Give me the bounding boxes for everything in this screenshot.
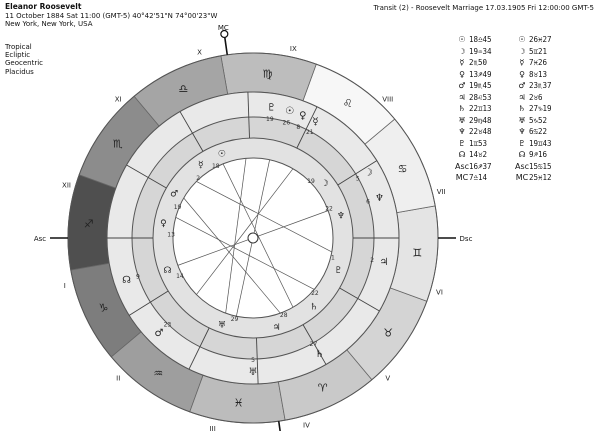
sign-glyph: ♍ xyxy=(262,67,273,81)
natal-position: 18♎45 xyxy=(469,35,492,45)
planet-row xyxy=(455,126,595,138)
natal-planet-glyph: ☊ xyxy=(163,266,172,277)
natal-planet-degree: 19 xyxy=(307,178,315,186)
natal-planet-degree: 28 xyxy=(279,312,288,320)
natal-glyph: ♄ xyxy=(458,104,466,114)
transit-planet-degree: 27 xyxy=(309,340,318,348)
transit-glyph: ♅ xyxy=(518,115,526,125)
transit-planet-glyph: ♃ xyxy=(379,257,389,269)
natal-glyph: ☿ xyxy=(459,58,465,68)
natal-position: 19♒34 xyxy=(469,46,492,56)
natal-planet-degree: 29 xyxy=(230,315,239,323)
planet-positions-table xyxy=(455,34,595,184)
transit-planet-glyph: ♂ xyxy=(154,328,164,340)
house-number: III xyxy=(209,424,216,431)
natal-position: 28♌53 xyxy=(469,92,492,102)
natal-planet-glyph: ☽ xyxy=(320,178,329,189)
natal-glyph: MC xyxy=(455,173,469,183)
option-zodiac: Tropical xyxy=(5,43,32,51)
transit-position: 7♓26 xyxy=(529,58,548,68)
planet-row xyxy=(455,69,595,81)
transit-glyph: ♂ xyxy=(518,81,526,91)
transit-position: 6♋22 xyxy=(529,127,548,137)
natal-planet-glyph: ♇ xyxy=(334,266,343,277)
transit-position: 15♋15 xyxy=(529,161,552,171)
sign-glyph: ♊ xyxy=(412,246,423,260)
transit-position: 27♑19 xyxy=(529,104,552,114)
option-coordinates: Ecliptic xyxy=(5,51,31,60)
natal-glyph: ♂ xyxy=(458,81,466,91)
transit-glyph: ☿ xyxy=(519,58,525,68)
house-number: VI xyxy=(436,288,443,297)
transit-planet-glyph: ☉ xyxy=(285,106,295,118)
transit-glyph: ♆ xyxy=(518,127,526,137)
transit-planet-glyph: ♄ xyxy=(315,349,324,361)
natal-position: 2♏50 xyxy=(469,58,488,68)
natal-glyph: ♆ xyxy=(458,127,466,137)
house-number: VII xyxy=(436,188,446,197)
transit-position: 23♏37 xyxy=(529,81,552,91)
natal-position: 13♐49 xyxy=(469,69,492,79)
sign-glyph: ♎ xyxy=(178,82,189,96)
house-number: XII xyxy=(62,181,71,190)
transit-position: 19♊43 xyxy=(529,138,552,148)
option-house-system: Placidus xyxy=(5,67,34,76)
transit-position: 8♉13 xyxy=(529,69,548,79)
birth-place: New York, New York, USA xyxy=(5,20,93,28)
house-number: X xyxy=(197,48,202,57)
transit-planet-glyph: ☊ xyxy=(122,275,131,287)
natal-planet-glyph: ♃ xyxy=(272,322,281,333)
imum-coeli-line xyxy=(279,421,282,431)
transit-planet-glyph: ♆ xyxy=(375,192,384,204)
natal-glyph: ♃ xyxy=(458,92,466,102)
natal-planet-degree: 13 xyxy=(167,231,175,239)
transit-glyph: ♀ xyxy=(519,69,525,79)
descendant-label: Dsc xyxy=(459,235,473,243)
planet-row xyxy=(455,103,595,115)
transit-planet-glyph: ♀ xyxy=(299,110,307,122)
natal-position: 1♊53 xyxy=(469,138,488,148)
natal-position: 22♊13 xyxy=(469,104,492,114)
house-number: VIII xyxy=(382,95,394,104)
transit-title: Transit (2) - Roosevelt Marriage 17.03.1905 Fri 12:00:00 GMT-5 xyxy=(373,4,594,12)
transit-planet-degree: 8 xyxy=(296,123,301,131)
transit-planet-degree: 5 xyxy=(251,357,255,364)
transit-glyph: ☉ xyxy=(518,35,526,45)
planet-row xyxy=(455,57,595,69)
natal-planet-glyph: ♄ xyxy=(309,302,318,313)
natal-planet-degree: 1 xyxy=(330,254,335,262)
transit-glyph: ♇ xyxy=(518,138,526,148)
natal-glyph: ☽ xyxy=(458,46,466,56)
transit-planet-degree: 26 xyxy=(282,119,291,127)
option-center: Geocentric xyxy=(5,59,44,68)
transit-glyph: ☽ xyxy=(518,46,526,56)
natal-position: 19♏45 xyxy=(469,81,492,91)
house-number: I xyxy=(63,281,66,290)
transit-planet-degree: 5 xyxy=(355,175,360,183)
planet-row xyxy=(455,34,595,46)
natal-planet-glyph: ♂ xyxy=(170,189,179,200)
transit-position: 25♓12 xyxy=(529,173,552,183)
planet-row xyxy=(455,46,595,58)
transit-glyph: Asc xyxy=(515,161,530,171)
natal-planet-degree: 22 xyxy=(325,205,333,213)
natal-glyph: ☉ xyxy=(458,35,466,45)
transit-position: 2♉6 xyxy=(529,92,543,102)
transit-planet-degree: 21 xyxy=(305,129,314,137)
natal-planet-degree: 22 xyxy=(311,289,319,297)
transit-position: 5♊21 xyxy=(529,46,548,56)
sign-glyph: ♏ xyxy=(112,137,123,151)
midheaven-line xyxy=(225,37,228,55)
sign-glyph: ♐ xyxy=(83,217,94,231)
natal-planet-degree: 19 xyxy=(173,203,182,211)
sign-glyph: ♈ xyxy=(317,381,328,395)
native-name: Eleanor Roosevelt xyxy=(5,2,82,11)
house-number: V xyxy=(385,374,391,383)
natal-glyph: ♇ xyxy=(458,138,466,148)
birth-data: 11 October 1884 Sat 11:00 (GMT-5) 40°42'51"N 74°00'23"W xyxy=(5,11,218,20)
natal-glyph: ♅ xyxy=(458,115,466,125)
transit-planet-degree: 19 xyxy=(266,116,274,124)
transit-planet-degree: 6 xyxy=(366,198,370,206)
transit-position: 26♓27 xyxy=(529,35,552,45)
natal-glyph: ☊ xyxy=(458,150,466,160)
planet-row xyxy=(455,80,595,92)
natal-glyph: Asc xyxy=(455,161,470,171)
natal-planet-degree: 14 xyxy=(176,273,184,281)
natal-position: 22♉48 xyxy=(469,127,492,137)
natal-planet-glyph: ♆ xyxy=(336,211,345,222)
planet-row xyxy=(455,115,595,127)
transit-planet-degree: 23 xyxy=(163,321,172,329)
midheaven-label: MC xyxy=(217,24,229,33)
natal-planet-glyph: ♀ xyxy=(160,219,167,230)
natal-position: 14♉2 xyxy=(469,150,488,160)
sign-glyph: ♉ xyxy=(383,326,394,340)
house-number: XI xyxy=(114,95,122,104)
transit-glyph: ♄ xyxy=(518,104,526,114)
sign-glyph: ♒ xyxy=(153,367,164,381)
natal-planet-degree: 18 xyxy=(211,162,220,170)
transit-glyph: ☊ xyxy=(518,150,526,160)
transit-position: 5♑52 xyxy=(529,115,548,125)
natal-glyph: ♀ xyxy=(459,69,465,79)
transit-planet-glyph: ♇ xyxy=(267,102,276,114)
transit-planet-degree: 2 xyxy=(370,257,375,265)
natal-planet-glyph: ♅ xyxy=(217,320,226,331)
transit-planet-glyph: ☿ xyxy=(312,116,319,128)
natal-position: 16♐37 xyxy=(469,161,492,171)
natal-planet-degree: 2 xyxy=(196,175,201,183)
natal-planet-glyph: ☿ xyxy=(198,160,204,171)
planet-row xyxy=(455,172,595,184)
transit-planet-glyph: ♅ xyxy=(248,367,258,378)
transit-glyph: MC xyxy=(515,173,529,183)
transit-glyph: ♃ xyxy=(518,92,526,102)
natal-position: 7♎14 xyxy=(469,173,488,183)
planet-row xyxy=(455,149,595,161)
sign-glyph: ♋ xyxy=(397,162,408,176)
planet-row xyxy=(455,138,595,150)
transit-planet-glyph: ☽ xyxy=(363,167,373,179)
planet-row xyxy=(455,92,595,104)
house-number: IX xyxy=(289,45,297,54)
house-number: II xyxy=(116,374,121,383)
sign-glyph: ♑ xyxy=(98,301,109,315)
house-number: IV xyxy=(303,421,310,430)
planet-row xyxy=(455,161,595,173)
transit-position: 9♐16 xyxy=(529,150,548,160)
center-point xyxy=(248,233,258,243)
sign-glyph: ♓ xyxy=(233,396,244,410)
natal-position: 29♍48 xyxy=(469,115,492,125)
transit-planet-degree: 9 xyxy=(136,273,140,281)
ascendant-label: Asc xyxy=(33,235,47,243)
sign-glyph: ♌ xyxy=(342,96,353,110)
natal-planet-glyph: ☉ xyxy=(217,149,226,160)
